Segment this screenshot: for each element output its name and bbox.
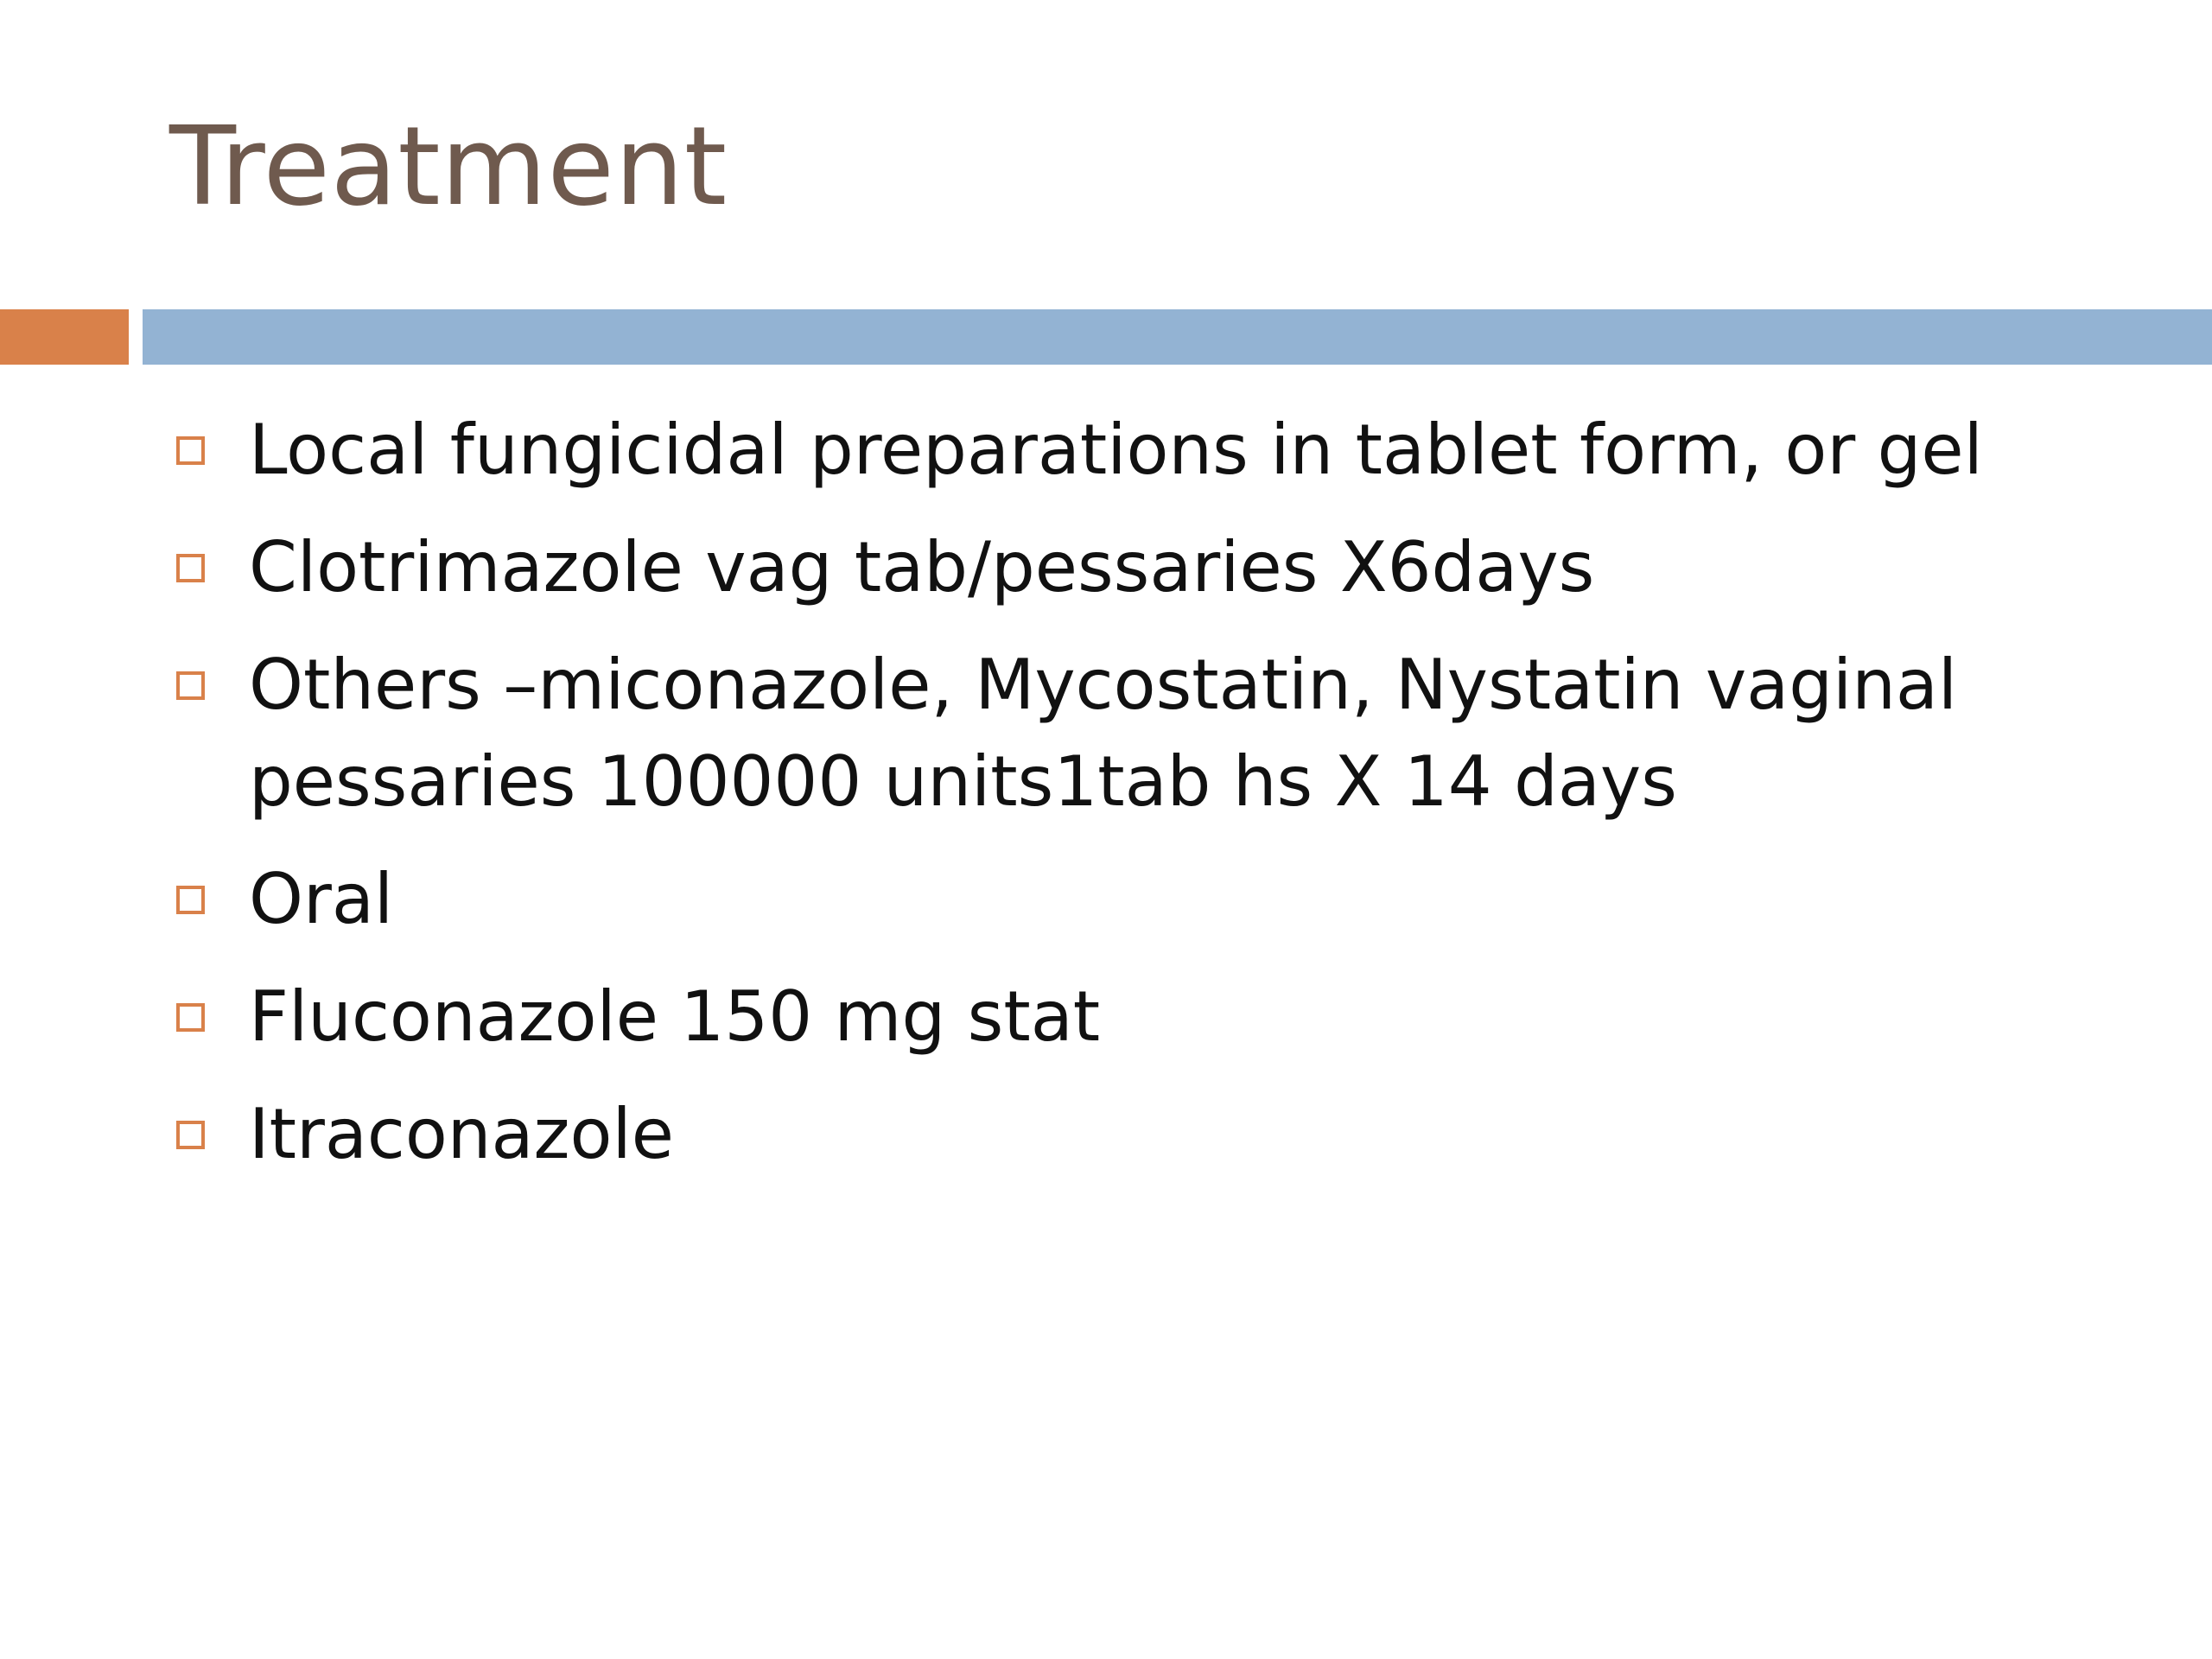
square-bullet-icon <box>176 671 205 700</box>
square-bullet-icon <box>176 436 205 465</box>
list-item <box>173 851 2160 948</box>
slide-title: Treatment <box>169 103 728 230</box>
square-bullet-icon <box>176 886 205 914</box>
list-item <box>173 402 2160 499</box>
square-bullet-icon <box>176 1003 205 1032</box>
list-item <box>173 519 2160 616</box>
bullet-list <box>173 402 2160 1204</box>
list-item <box>173 637 2160 830</box>
bullet-text: Local fungicidal preparations in tablet form, or gel <box>249 410 1983 490</box>
bullet-text: Itraconazole <box>249 1094 674 1174</box>
list-item <box>173 969 2160 1065</box>
bullet-text: Clotrimazole vag tab/pessaries X6days <box>249 527 1595 607</box>
square-bullet-icon <box>176 554 205 582</box>
list-item <box>173 1086 2160 1183</box>
bullet-text: Others –miconazole, Mycostatin, Nystatin vaginal pessaries 100000 units1tab hs X 14 days <box>249 645 1958 822</box>
accent-bar-orange <box>0 309 129 365</box>
accent-bar-blue <box>143 309 2212 365</box>
bullet-text: Fluconazole 150 mg stat <box>249 976 1101 1057</box>
square-bullet-icon <box>176 1121 205 1149</box>
bullet-text: Oral <box>249 859 394 939</box>
